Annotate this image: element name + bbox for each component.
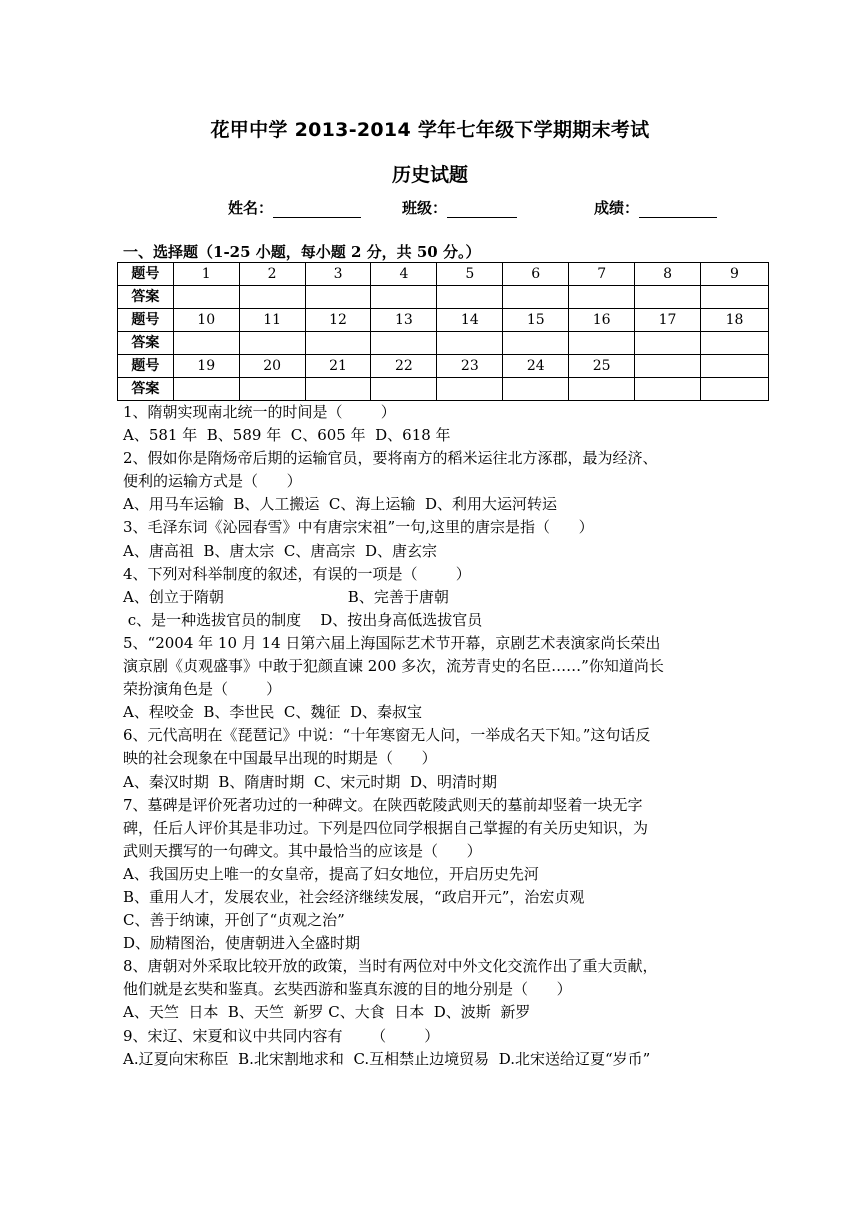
answer-cell[interactable]: [371, 332, 437, 355]
section-heading: 一、选择题（1-25 小题，每小题 2 分，共 50 分。）: [123, 243, 481, 261]
question-number-cell: 4: [371, 263, 437, 286]
answer-cell[interactable]: [635, 378, 701, 401]
score-label: 成绩：: [594, 199, 640, 217]
answer-cell[interactable]: [569, 286, 635, 309]
answer-cell[interactable]: [503, 332, 569, 355]
question-number-cell: 19: [173, 355, 239, 378]
question-line: 武则天撰写的一句碑文。其中最恰当的应该是（ ）: [123, 841, 482, 860]
question-number-cell: 2: [239, 263, 305, 286]
score-blank[interactable]: [639, 201, 717, 218]
answer-row: [118, 332, 769, 355]
class-blank[interactable]: [447, 201, 517, 218]
question-number-cell: 21: [305, 355, 371, 378]
answer-cell[interactable]: [239, 286, 305, 309]
question-number-cell: [635, 355, 701, 378]
question-number-cell: 23: [437, 355, 503, 378]
question-line: A、581 年 B、589 年 C、605 年 D、618 年: [123, 426, 451, 445]
answer-cell[interactable]: [305, 332, 371, 355]
question-line: 他们就是玄奘和鉴真。玄奘西游和鉴真东渡的目的地分别是（ ）: [123, 980, 572, 999]
question-list: [123, 401, 743, 1071]
answer-row: [118, 378, 769, 401]
question-number-cell: 14: [437, 309, 503, 332]
row-label-question: 题号: [118, 355, 174, 378]
question-line: 7、墓碑是评价死者功过的一种碑文。在陕西乾陵武则天的墓前却竖着一块无字: [123, 795, 643, 814]
question-number-cell: 24: [503, 355, 569, 378]
answer-cell[interactable]: [173, 286, 239, 309]
answer-cell[interactable]: [239, 378, 305, 401]
question-number-cell: 13: [371, 309, 437, 332]
question-line: 荣扮演角色是（ ）: [123, 680, 282, 699]
question-line: 4、下列对科举制度的叙述，有误的一项是（ ）: [123, 564, 471, 583]
question-number-cell: 3: [305, 263, 371, 286]
question-line: A、我国历史上唯一的女皇帝，提高了妇女地位，开启历史先河: [123, 864, 539, 883]
question-number-cell: 16: [569, 309, 635, 332]
question-line: A、天竺 日本 B、天竺 新罗 C、大食 日本 D、波斯 新罗: [123, 1003, 531, 1022]
question-number-row: [118, 355, 769, 378]
question-number-row: [118, 263, 769, 286]
question-line: A、唐高祖 B、唐太宗 C、唐高宗 D、唐玄宗: [123, 541, 437, 560]
question-line: 便利的运输方式是（ ）: [123, 472, 302, 491]
answer-cell[interactable]: [239, 332, 305, 355]
name-blank[interactable]: [273, 201, 361, 218]
question-number-cell: 17: [635, 309, 701, 332]
answer-cell[interactable]: [569, 378, 635, 401]
question-line: D、励精图治，使唐朝进入全盛时期: [123, 934, 361, 953]
question-number-cell: 20: [239, 355, 305, 378]
question-line: 碑，任后人评价其是非功过。下列是四位同学根据自己掌握的有关历史知识，为: [123, 818, 649, 837]
class-field: [402, 197, 517, 218]
question-number-cell: 1: [173, 263, 239, 286]
answer-table: [117, 262, 769, 401]
name-label: 姓名：: [228, 199, 274, 217]
question-number-cell: 15: [503, 309, 569, 332]
question-line: A.辽夏向宋称臣 B.北宋割地求和 C.互相禁止边境贸易 D.北宋送给辽夏“岁币”: [123, 1049, 651, 1068]
question-line: A、秦汉时期 B、隋唐时期 C、宋元时期 D、明清时期: [123, 772, 497, 791]
exam-title: 花甲中学 2013-2014 学年七年级下学期期末考试: [210, 119, 650, 141]
answer-cell[interactable]: [635, 332, 701, 355]
answer-cell[interactable]: [635, 286, 701, 309]
answer-cell[interactable]: [701, 378, 769, 401]
question-number-cell: 5: [437, 263, 503, 286]
row-label-answer: 答案: [118, 286, 174, 309]
question-line: A、创立于隋朝 B、完善于唐朝: [123, 587, 449, 606]
question-number-cell: 18: [701, 309, 769, 332]
question-number-cell: 25: [569, 355, 635, 378]
question-number-cell: 22: [371, 355, 437, 378]
question-number-cell: 12: [305, 309, 371, 332]
question-line: A、程咬金 B、李世民 C、魏征 D、秦叔宝: [123, 703, 422, 722]
question-number-cell: 11: [239, 309, 305, 332]
score-field: [594, 197, 717, 218]
question-number-cell: 6: [503, 263, 569, 286]
question-line: 2、假如你是隋炀帝后期的运输官员，要将南方的稻米运往北方涿郡，最为经济、: [123, 449, 658, 468]
question-line: A、用马车运输 B、人工搬运 C、海上运输 D、利用大运河转运: [123, 495, 557, 514]
answer-cell[interactable]: [701, 286, 769, 309]
answer-cell[interactable]: [503, 286, 569, 309]
question-number-cell: 7: [569, 263, 635, 286]
question-line: 5、“2004 年 10 月 14 日第六届上海国际艺术节开幕，京剧艺术表演家尚长荣出: [123, 633, 661, 652]
question-line: c、是一种选拔官员的制度 D、按出身高低选拔官员: [123, 610, 483, 629]
answer-cell[interactable]: [701, 332, 769, 355]
exam-subtitle: 历史试题: [391, 164, 468, 186]
row-label-question: 题号: [118, 309, 174, 332]
answer-cell[interactable]: [173, 378, 239, 401]
answer-cell[interactable]: [371, 378, 437, 401]
row-label-answer: 答案: [118, 332, 174, 355]
answer-cell[interactable]: [173, 332, 239, 355]
question-line: 1、隋朝实现南北统一的时间是（ ）: [123, 403, 396, 421]
answer-cell[interactable]: [305, 286, 371, 309]
question-number-row: [118, 309, 769, 332]
row-label-answer: 答案: [118, 378, 174, 401]
answer-cell[interactable]: [305, 378, 371, 401]
question-line: C、善于纳谏，开创了“贞观之治”: [123, 911, 345, 930]
question-line: B、重用人才，发展农业，社会经济继续发展，“政启开元”，治宏贞观: [123, 887, 585, 906]
row-label-question: 题号: [118, 263, 174, 286]
question-line: 8、唐朝对外采取比较开放的政策，当时有两位对中外文化交流作出了重大贡献，: [123, 957, 658, 976]
question-number-cell: 10: [173, 309, 239, 332]
answer-cell[interactable]: [569, 332, 635, 355]
name-field: [228, 197, 361, 218]
question-line: 演京剧《贞观盛事》中敢于犯颜直谏 200 多次，流芳青史的名臣……”你知道尚长: [123, 657, 664, 676]
answer-cell[interactable]: [437, 286, 503, 309]
question-number-cell: 8: [635, 263, 701, 286]
class-label: 班级：: [402, 199, 448, 217]
question-line: 9、宋辽、宋夏和议中共同内容有 （ ）: [123, 1026, 440, 1045]
answer-cell[interactable]: [437, 332, 503, 355]
question-line: 3、毛泽东词《沁园春雪》中有唐宗宋祖”一句,这里的唐宗是指（ ）: [123, 518, 594, 537]
answer-row: [118, 286, 769, 309]
answer-cell[interactable]: [371, 286, 437, 309]
question-number-cell: [701, 355, 769, 378]
answer-cell[interactable]: [437, 378, 503, 401]
question-line: 6、元代高明在《琵琶记》中说：“十年寒窗无人问，一举成名天下知。”这句话反: [123, 726, 651, 745]
question-line: 映的社会现象在中国最早出现的时期是（ ）: [123, 749, 437, 768]
question-number-cell: 9: [701, 263, 769, 286]
answer-cell[interactable]: [503, 378, 569, 401]
